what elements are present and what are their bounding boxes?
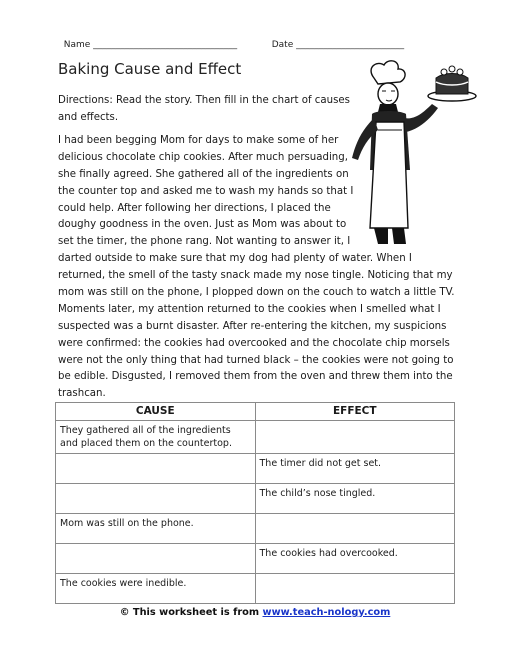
table-row: [56, 421, 455, 454]
effect-cell[interactable]: [255, 514, 455, 544]
chef-illustration: [348, 60, 480, 250]
story-line: I had been begging Mom for days to make some of her: [58, 135, 339, 146]
story-line: trashcan.: [58, 388, 106, 400]
story-line: were confirmed: the cookies had overcooked and the chocolate chip morsels: [58, 337, 450, 349]
table-row: [56, 454, 455, 484]
cause-cell[interactable]: [56, 544, 256, 574]
cause-cell[interactable]: Mom was still on the phone.: [56, 514, 256, 544]
story-line: she finally agreed. She gathered all of the ingredients on: [58, 168, 349, 180]
story-line: be edible. Disgusted, I removed them from the oven and threw them into the: [58, 371, 453, 383]
story-line: suspected was a burnt disaster. After re-entering the kitchen, my suspicions: [58, 320, 447, 332]
cause-header: CAUSE: [56, 403, 256, 421]
cause-effect-table: [55, 402, 455, 604]
story-line: darted outside to make sure that my dog had plenty of water. When I: [58, 253, 412, 265]
date-field-label: Date ________________________: [271, 40, 405, 50]
footer-link[interactable]: www.teach-nology.com: [262, 607, 391, 618]
name-blank[interactable]: ________________________________: [93, 40, 238, 50]
effect-cell[interactable]: [255, 574, 455, 604]
date-blank[interactable]: ________________________: [296, 40, 405, 50]
footer-prefix: © This worksheet is from: [119, 607, 263, 618]
story-line: returned, the smell of the tasty snack made my nose tingle. Noticing that my: [58, 270, 453, 282]
effect-cell[interactable]: The cookies had overcooked.: [255, 544, 455, 574]
name-field-label: Name ________________________________: [63, 40, 238, 50]
table-row: [56, 514, 455, 544]
story-line: were not the only thing that had turned black – the cookies were not going to: [58, 354, 454, 366]
cause-cell[interactable]: [56, 454, 256, 484]
footer-credit: [0, 607, 510, 618]
story-line: Moments later, my attention returned to the cookies when I smelled what I: [58, 303, 441, 315]
story-line: mom was still on the phone, I plopped down on the couch to watch a little TV.: [58, 287, 455, 299]
effect-cell[interactable]: [255, 421, 455, 454]
table-row: [56, 544, 455, 574]
table-row: [56, 484, 455, 514]
story-line: could help. After following her directions, I placed the: [58, 202, 331, 214]
directions-text: Directions: Read the story. Then fill in the chart of causes and effects.: [58, 95, 350, 123]
worksheet-title: Baking Cause and Effect: [58, 60, 242, 78]
story-line: doughy goodness in the oven. Just as Mom was about to: [58, 219, 347, 231]
cause-cell[interactable]: The cookies were inedible.: [56, 574, 256, 604]
story-line: the counter top and asked me to wash my hands so that I: [58, 185, 354, 197]
table-row: [56, 574, 455, 604]
effect-cell[interactable]: The child’s nose tingled.: [255, 484, 455, 514]
effect-header: EFFECT: [255, 403, 455, 421]
effect-cell[interactable]: The timer did not get set.: [255, 454, 455, 484]
story-line: delicious chocolate chip cookies. After much persuading,: [58, 151, 348, 163]
story-line: set the timer, the phone rang. Not wanting to answer it, I: [58, 236, 351, 248]
cause-cell[interactable]: [56, 484, 256, 514]
cause-cell[interactable]: They gathered all of the ingredients and placed them on the countertop.: [56, 421, 256, 454]
